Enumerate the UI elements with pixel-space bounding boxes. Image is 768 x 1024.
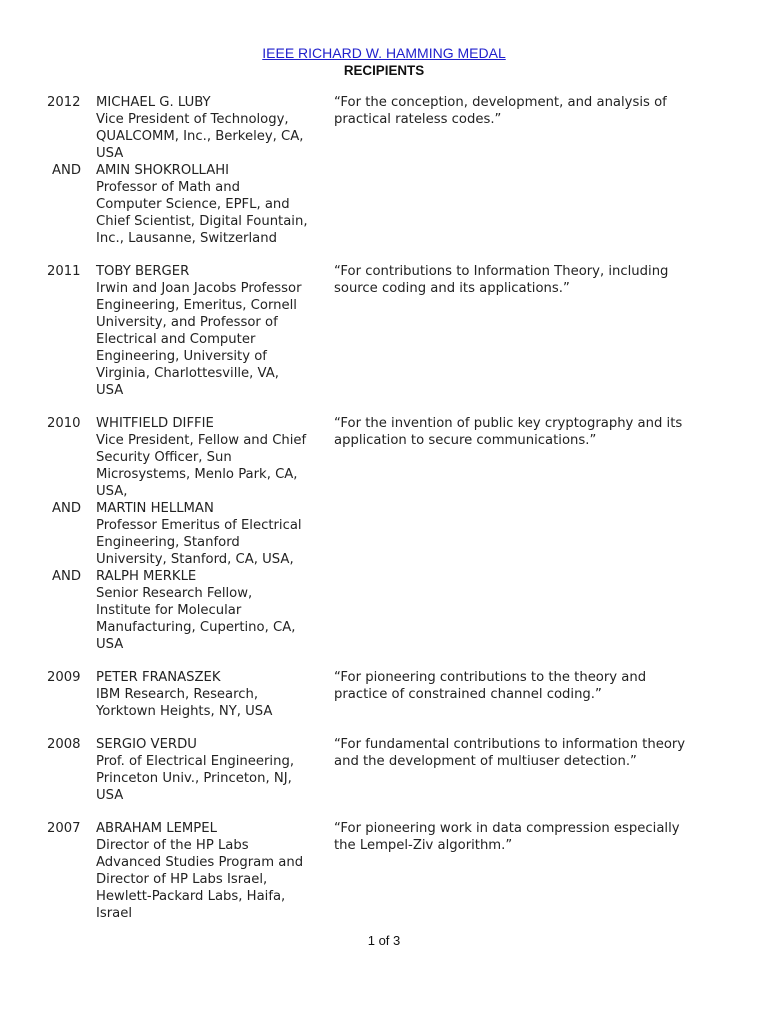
award-citation	[334, 736, 714, 804]
recipient-affiliation-line: Engineering, Emeritus, Cornell	[96, 298, 297, 313]
recipient-name: ABRAHAM LEMPEL	[96, 821, 217, 836]
recipient-name: AMIN SHOKROLLAHI	[96, 163, 230, 178]
award-citation	[334, 669, 714, 720]
award-citation	[334, 263, 714, 399]
recipient	[96, 736, 334, 804]
citation-line: source coding and its applications.”	[334, 281, 570, 296]
recipient-affiliation-line: Professor of Math and	[96, 180, 240, 195]
recipient-name: MARTIN HELLMAN	[96, 501, 214, 516]
page-header	[0, 44, 768, 79]
award-year: 2012	[47, 95, 81, 110]
award-entry	[0, 820, 768, 922]
award-entry	[0, 736, 768, 804]
citation-line: “For pioneering contributions to the theory and	[334, 670, 647, 685]
recipient-affiliation-line: QUALCOMM, Inc., Berkeley, CA,	[96, 129, 304, 144]
recipient-affiliation-line: University, and Professor of	[96, 315, 278, 330]
citation-line: “For contributions to Information Theory, including	[334, 264, 669, 279]
recipient	[96, 263, 334, 399]
citation-line: practice of constrained channel coding.”	[334, 687, 602, 702]
award-entry	[0, 263, 768, 399]
recipient-affiliation-line: Irwin and Joan Jacobs Professor	[96, 281, 302, 296]
year-column	[0, 669, 96, 720]
recipient-affiliation-line: Princeton Univ., Princeton, NJ,	[96, 771, 292, 786]
recipient-affiliation-line: Virginia, Charlottesville, VA,	[96, 366, 279, 381]
recipient	[52, 162, 334, 247]
page-subtitle: RECIPIENTS	[343, 63, 425, 78]
year-column	[0, 94, 96, 247]
award-entry	[0, 94, 768, 247]
recipients-column	[96, 263, 334, 399]
recipients-column	[96, 736, 334, 804]
citation-line: “For fundamental contributions to information theory	[334, 737, 686, 752]
recipient-affiliation-line: Vice President, Fellow and Chief	[96, 433, 307, 448]
page-title-link[interactable]: IEEE RICHARD W. HAMMING MEDAL	[262, 45, 506, 61]
award-year: 2007	[47, 821, 81, 836]
recipient-affiliation-line: Manufacturing, Cupertino, CA,	[96, 620, 296, 635]
recipient-affiliation-line: Advanced Studies Program and	[96, 855, 304, 870]
recipient-affiliation-line: Yorktown Heights, NY, USA	[96, 704, 273, 719]
award-entry	[0, 415, 768, 653]
recipients-column	[96, 669, 334, 720]
recipient-affiliation-line: USA,	[96, 484, 128, 499]
recipient	[96, 669, 334, 720]
recipient-affiliation-line: Security Officer, Sun	[96, 450, 232, 465]
recipient-affiliation-line: Microsystems, Menlo Park, CA,	[96, 467, 298, 482]
citation-line: and the development of multiuser detection.”	[334, 754, 637, 769]
recipient-affiliation-line: University, Stanford, CA, USA,	[96, 552, 294, 567]
recipient-affiliation-line: Chief Scientist, Digital Fountain,	[96, 214, 308, 229]
award-year: 2008	[47, 737, 81, 752]
award-year: 2010	[47, 416, 81, 431]
recipient-affiliation-line: Hewlett-Packard Labs, Haifa,	[96, 889, 286, 904]
recipient-affiliation-line: USA	[96, 146, 124, 161]
recipient-affiliation-line: Director of HP Labs Israel,	[96, 872, 268, 887]
recipient-name: RALPH MERKLE	[96, 569, 197, 584]
and-label: AND	[52, 163, 82, 178]
recipient-affiliation-line: Computer Science, EPFL, and	[96, 197, 290, 212]
year-column	[0, 415, 96, 653]
award-year: 2009	[47, 670, 81, 685]
citation-line: “For the conception, development, and analysis of	[334, 95, 667, 110]
recipient-name: SERGIO VERDU	[96, 737, 197, 752]
recipient-affiliation-line: USA	[96, 383, 124, 398]
recipient-affiliation-line: Director of the HP Labs	[96, 838, 249, 853]
recipient-affiliation-line: Israel	[96, 906, 133, 921]
recipient-affiliation-line: IBM Research, Research,	[96, 687, 259, 702]
recipient-name: WHITFIELD DIFFIE	[96, 416, 214, 431]
recipient-affiliation-line: Institute for Molecular	[96, 603, 242, 618]
recipient-affiliation-line: USA	[96, 788, 124, 803]
recipient-affiliation-line: Prof. of Electrical Engineering,	[96, 754, 295, 769]
recipient-affiliation-line: Senior Research Fellow,	[96, 586, 253, 601]
citation-line: application to secure communications.”	[334, 433, 597, 448]
award-citation	[334, 820, 714, 922]
recipient	[52, 500, 334, 568]
recipient-affiliation-line: Electrical and Computer	[96, 332, 256, 347]
recipient-name: TOBY BERGER	[96, 264, 190, 279]
award-entry	[0, 669, 768, 720]
citation-line: “For the invention of public key cryptography and its	[334, 416, 683, 431]
citation-line: “For pioneering work in data compression especially	[334, 821, 680, 836]
recipient	[52, 568, 334, 653]
year-column	[0, 263, 96, 399]
award-citation	[334, 94, 714, 247]
recipient-affiliation-line: Vice President of Technology,	[96, 112, 289, 127]
recipients-column	[96, 820, 334, 922]
recipient	[96, 94, 334, 162]
recipients-list	[0, 94, 768, 922]
recipient	[96, 820, 334, 922]
recipient-affiliation-line: Inc., Lausanne, Switzerland	[96, 231, 277, 246]
award-year: 2011	[47, 264, 81, 279]
recipient-name: MICHAEL G. LUBY	[96, 95, 211, 110]
recipient-affiliation-line: Professor Emeritus of Electrical	[96, 518, 302, 533]
year-column	[0, 820, 96, 922]
citation-line: the Lempel-Ziv algorithm.”	[334, 838, 513, 853]
recipient-affiliation-line: Engineering, Stanford	[96, 535, 240, 550]
recipient-affiliation-line: USA	[96, 637, 124, 652]
award-citation	[334, 415, 714, 653]
citation-line: practical rateless codes.”	[334, 112, 502, 127]
and-label: AND	[52, 501, 82, 516]
recipient	[96, 415, 334, 500]
and-label: AND	[52, 569, 82, 584]
recipient-name: PETER FRANASZEK	[96, 670, 221, 685]
year-column	[0, 736, 96, 804]
recipient-affiliation-line: Engineering, University of	[96, 349, 267, 364]
page-number: 1 of 3	[367, 933, 401, 948]
